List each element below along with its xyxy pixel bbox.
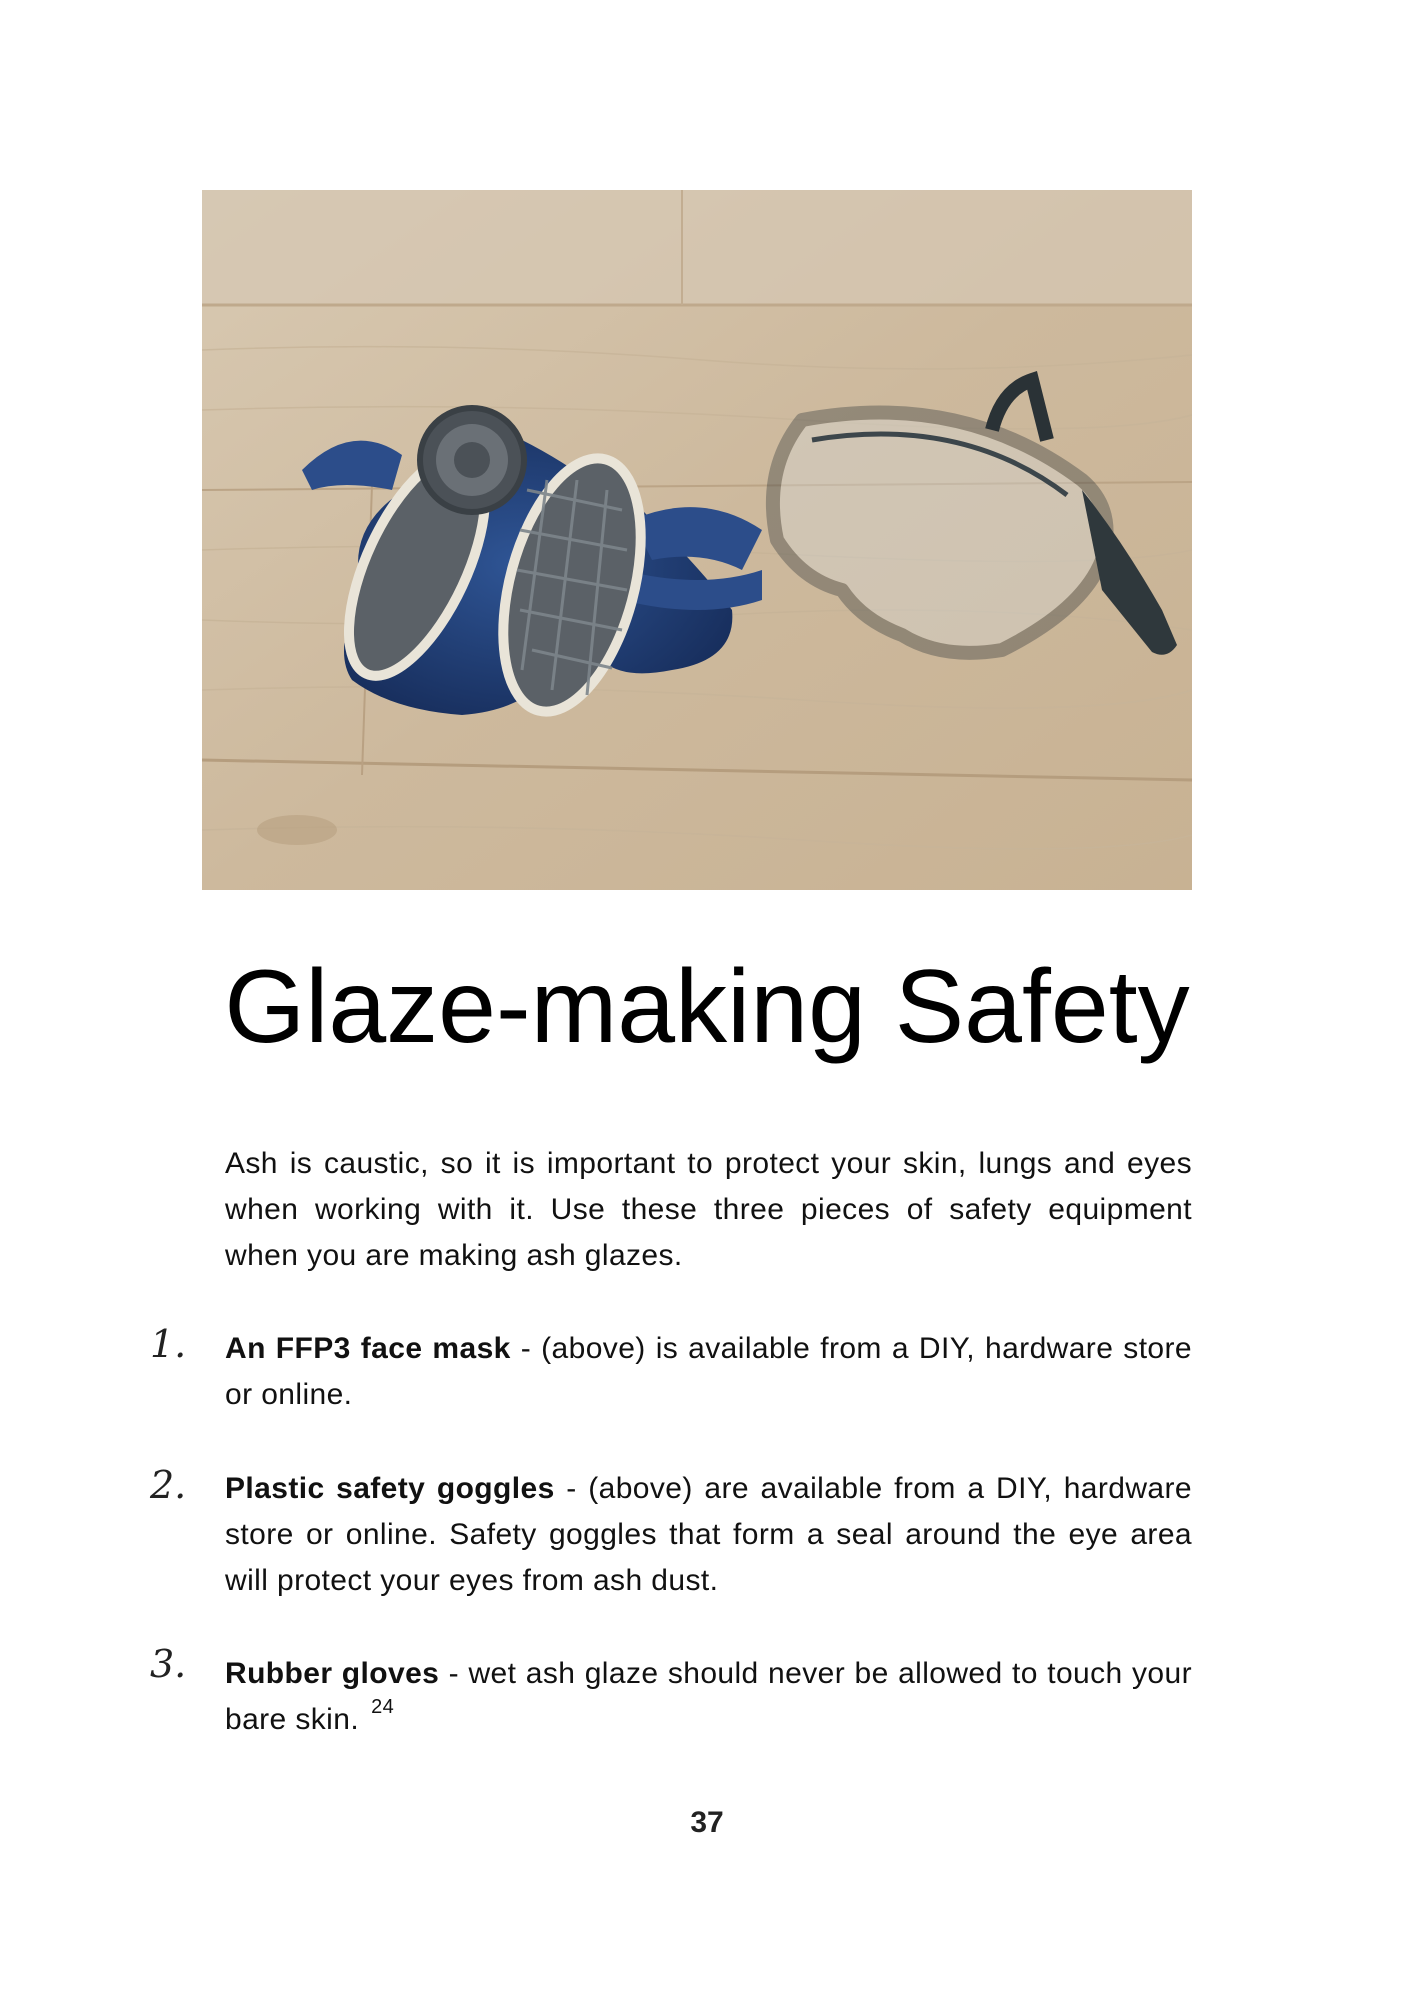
safety-equipment-photo — [202, 190, 1192, 890]
list-item-heading: Rubber gloves — [225, 1657, 440, 1690]
list-item-text: - (above) is available from a DIY, hardware store or online. — [225, 1332, 1192, 1411]
list-item-heading: Plastic safety goggles — [225, 1472, 555, 1505]
footnote-reference: 24 — [371, 1696, 395, 1718]
list-number: 1. — [150, 1322, 187, 1366]
page-number: 37 — [690, 1806, 724, 1839]
list-item-text: - wet ash glaze should never be allowed to touch your bare skin. — [225, 1657, 1192, 1736]
page-title: Glaze-making Safety — [224, 949, 1190, 1065]
list-number: 3. — [150, 1642, 187, 1686]
list-item-text: - (above) are available from a DIY, hardware store or online. Safety goggles that form a seal around the eye area will protect your eyes from ash dust. — [225, 1472, 1192, 1597]
list-item — [225, 1326, 1192, 1418]
list-item-heading: An FFP3 face mask — [225, 1332, 511, 1365]
list-number: 2. — [150, 1463, 187, 1507]
list-item — [225, 1651, 1192, 1746]
intro-paragraph: Ash is caustic, so it is important to protect your skin, lungs and eyes when working with it. Use these three pieces of safety equipment when you are making ash glazes. — [225, 1147, 1192, 1272]
list-item — [225, 1466, 1192, 1604]
